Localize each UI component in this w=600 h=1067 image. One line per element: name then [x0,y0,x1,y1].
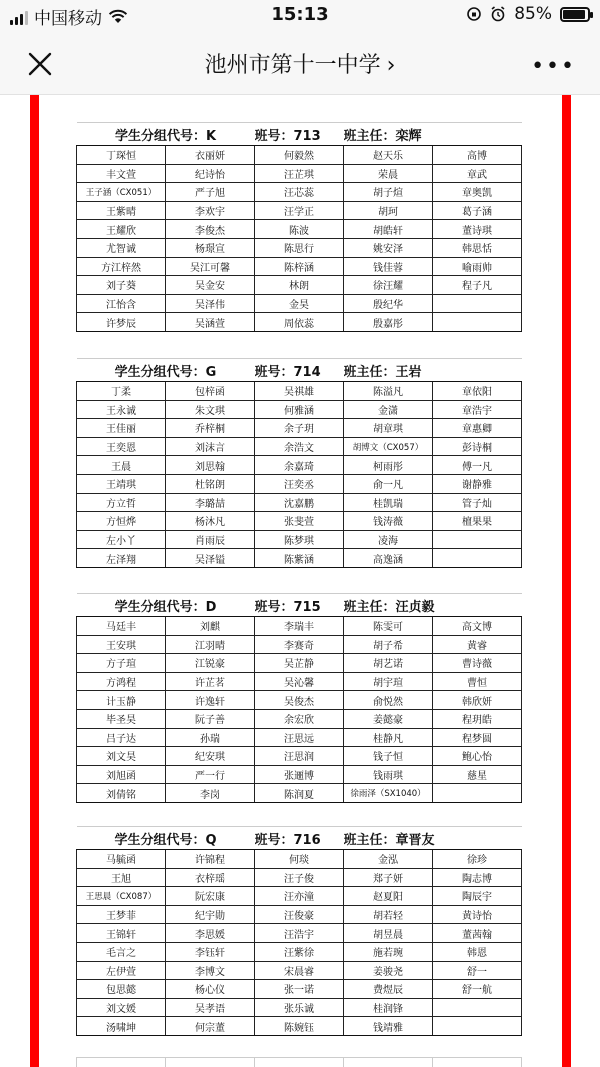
student-name-cell: 阮子善 [166,709,255,728]
student-name-cell: 许梦辰 [77,313,166,332]
student-name-cell: 汪亦潼 [255,887,344,906]
student-name-cell: 荣晨 [344,164,433,183]
student-name-cell: 何雅涵 [255,400,344,419]
student-name-cell: 吴涵萱 [166,313,255,332]
student-name-cell: 程玥皓 [433,709,522,728]
student-name-cell: 刘麒 [166,617,255,636]
student-name-cell: 董诗琪 [433,220,522,239]
student-name-cell: 傅一凡 [433,456,522,475]
student-name-cell: 黄睿 [433,635,522,654]
orientation-lock-icon [466,6,482,22]
head-teacher: 班主任：章晋友 [344,827,522,850]
head-teacher: 班主任：栾辉 [344,123,522,146]
student-name-cell: 刘旭函 [77,765,166,784]
student-name-cell: 章奥凯 [433,183,522,202]
student-name-cell: 檀果果 [433,512,522,531]
next-table-top-edge [76,1057,522,1067]
student-name-cell [433,530,522,549]
more-options-icon[interactable]: ••• [531,54,576,79]
student-name-cell: 刘文媛 [77,998,166,1017]
group-code: 学生分组代号：K [77,123,255,146]
student-name-cell: 赵天乐 [344,146,433,165]
student-name-cell: 陶志博 [433,868,522,887]
student-name-cell: 曹诗薇 [433,654,522,673]
table-row [77,549,522,568]
student-name-cell: 包梓函 [166,382,255,401]
class-number: 班号：716 [255,827,344,850]
student-name-cell: 桂润锋 [344,998,433,1017]
student-name-cell: 章武 [433,164,522,183]
student-name-cell: 徐汪耀 [344,276,433,295]
student-name-cell: 汪俊豪 [255,905,344,924]
student-name-cell: 张斐萱 [255,512,344,531]
table-header-row [77,359,522,382]
student-name-cell: 章依阳 [433,382,522,401]
head-teacher: 班主任：汪贞毅 [344,594,522,617]
alarm-icon [490,6,506,22]
student-name-cell: 吴泽伟 [166,294,255,313]
student-name-cell: 王耀欣 [77,220,166,239]
student-name-cell: 宋晨睿 [255,961,344,980]
student-name-cell [433,1017,522,1036]
table-row [77,709,522,728]
student-name-cell: 陈婉钰 [255,1017,344,1036]
student-name-cell: 杜铭朗 [166,474,255,493]
student-name-cell: 汪紫徐 [255,942,344,961]
student-name-cell: 吴芷静 [255,654,344,673]
student-name-cell: 王永诚 [77,400,166,419]
student-name-cell: 钱佳蓉 [344,257,433,276]
student-name-cell: 舒一航 [433,980,522,999]
student-name-cell: 余宏欣 [255,709,344,728]
table-row [77,183,522,202]
student-name-cell: 郑子妍 [344,868,433,887]
table-row [77,998,522,1017]
student-name-cell: 黄诗怡 [433,905,522,924]
student-name-cell: 章惠卿 [433,419,522,438]
head-teacher: 班主任：王岩 [344,359,522,382]
student-name-cell: 汪思润 [255,747,344,766]
student-name-cell: 纪安琪 [166,747,255,766]
table-row [77,238,522,257]
student-name-cell: 江怡含 [77,294,166,313]
student-name-cell: 马毓函 [77,850,166,869]
student-name-cell: 汪子俊 [255,868,344,887]
right-red-border [562,95,571,1067]
document-viewer[interactable] [0,95,600,1067]
student-name-cell: 王靖琪 [77,474,166,493]
student-name-cell: 汪奕丞 [255,474,344,493]
roster-table [76,122,522,332]
table-row [77,474,522,493]
class-number: 班号：715 [255,594,344,617]
student-name-cell: 胡子煊 [344,183,433,202]
student-name-cell: 李璐喆 [166,493,255,512]
table-row [77,1017,522,1036]
student-name-cell: 吴孝语 [166,998,255,1017]
student-name-cell: 乔梓桐 [166,419,255,438]
student-name-cell: 吴祺雄 [255,382,344,401]
student-name-cell: 桂凯瑞 [344,493,433,512]
student-name-cell: 何毅然 [255,146,344,165]
student-name-cell: 方恒烨 [77,512,166,531]
student-name-cell: 方江梓然 [77,257,166,276]
student-name-cell: 赵夏阳 [344,887,433,906]
student-name-cell: 桂静凡 [344,728,433,747]
table-row [77,617,522,636]
student-name-cell: 王锦轩 [77,924,166,943]
student-name-cell: 方立哲 [77,493,166,512]
student-name-cell: 胡珂 [344,201,433,220]
student-name-cell: 吴金安 [166,276,255,295]
student-name-cell: 许芷茗 [166,672,255,691]
student-name-cell: 严子旭 [166,183,255,202]
table-row [77,493,522,512]
student-name-cell: 胡宇瑄 [344,672,433,691]
student-name-cell: 沈嘉鹏 [255,493,344,512]
roster-table [76,358,522,568]
student-name-cell: 阮宏康 [166,887,255,906]
student-name-cell: 张一诺 [255,980,344,999]
table-row [77,747,522,766]
student-name-cell: 汪浩宇 [255,924,344,943]
table-row [77,530,522,549]
table-row [77,672,522,691]
table-row [77,419,522,438]
class-table-715 [76,593,522,803]
student-name-cell: 纪宇勋 [166,905,255,924]
student-name-cell: 鲍心怡 [433,747,522,766]
student-name-cell: 谢静雅 [433,474,522,493]
table-row [77,635,522,654]
student-name-cell: 姚安泽 [344,238,433,257]
student-name-cell: 高逸涵 [344,549,433,568]
left-red-border [30,95,39,1067]
table-row [77,765,522,784]
student-name-cell: 舒一 [433,961,522,980]
student-name-cell: 韩恩 [433,942,522,961]
student-name-cell: 许锦程 [166,850,255,869]
student-name-cell: 韩欣妍 [433,691,522,710]
student-name-cell: 胡章琪 [344,419,433,438]
status-bar [0,0,600,34]
student-name-cell [433,294,522,313]
table-row [77,654,522,673]
table-row [77,313,522,332]
student-name-cell: 张乐诚 [255,998,344,1017]
table-row [77,691,522,710]
student-name-cell: 杨沐凡 [166,512,255,531]
student-name-cell: 王思晨（CX087） [77,887,166,906]
student-name-cell: 计玉静 [77,691,166,710]
student-name-cell: 刘沫言 [166,437,255,456]
student-name-cell: 李欢宇 [166,201,255,220]
student-name-cell: 丁柔 [77,382,166,401]
student-name-cell: 李俊杰 [166,220,255,239]
student-name-cell: 吴江可馨 [166,257,255,276]
class-table-714 [76,358,522,568]
table-row [77,456,522,475]
student-name-cell: 王子涵（CX051） [77,183,166,202]
student-name-cell: 江羽晴 [166,635,255,654]
student-name-cell: 金潇 [344,400,433,419]
student-name-cell: 彭诗桐 [433,437,522,456]
student-name-cell: 纪诗怡 [166,164,255,183]
student-name-cell: 姜懿豪 [344,709,433,728]
table-row [77,961,522,980]
table-header-row [77,123,522,146]
table-row [77,980,522,999]
student-name-cell: 何宗董 [166,1017,255,1036]
student-name-cell: 尤智诚 [77,238,166,257]
student-name-cell: 王奕恩 [77,437,166,456]
student-name-cell: 刘倩铭 [77,784,166,803]
student-name-cell: 陈波 [255,220,344,239]
student-name-cell: 俞一凡 [344,474,433,493]
group-code: 学生分组代号：G [77,359,255,382]
page-title[interactable] [0,48,600,79]
student-name-cell: 施若琬 [344,942,433,961]
student-name-cell [433,549,522,568]
student-name-cell: 高文博 [433,617,522,636]
student-name-cell: 李岗 [166,784,255,803]
battery-icon [560,7,590,22]
roster-table [76,593,522,803]
table-row [77,400,522,419]
student-name-cell: 严一行 [166,765,255,784]
student-name-cell: 许逸轩 [166,691,255,710]
student-name-cell: 徐雨泽（SX1040） [344,784,433,803]
navigation-bar [0,34,600,95]
table-row [77,850,522,869]
student-name-cell: 左伊萱 [77,961,166,980]
student-name-cell: 朱文琪 [166,400,255,419]
student-name-cell: 柯雨彤 [344,456,433,475]
student-name-cell: 殷嘉彤 [344,313,433,332]
status-right [466,4,590,24]
student-name-cell: 吴俊杰 [255,691,344,710]
student-name-cell: 王旭 [77,868,166,887]
student-name-cell: 程子凡 [433,276,522,295]
student-name-cell: 胡子希 [344,635,433,654]
student-name-cell: 程梦圆 [433,728,522,747]
student-name-cell: 王安琪 [77,635,166,654]
table-row [77,164,522,183]
student-name-cell: 陶辰宇 [433,887,522,906]
status-time: 15:13 [271,4,329,25]
table-row [77,276,522,295]
student-name-cell: 胡艺诺 [344,654,433,673]
student-name-cell: 张逦博 [255,765,344,784]
student-name-cell: 李思媛 [166,924,255,943]
table-row [77,868,522,887]
student-name-cell: 李瑞丰 [255,617,344,636]
student-name-cell: 李赛奇 [255,635,344,654]
student-name-cell: 金昊 [255,294,344,313]
table-row [77,942,522,961]
student-name-cell: 董茜翰 [433,924,522,943]
class-table-713 [76,122,522,332]
student-name-cell: 章浩宇 [433,400,522,419]
student-name-cell: 方鸿程 [77,672,166,691]
student-name-cell: 钱雨琪 [344,765,433,784]
student-name-cell: 凌海 [344,530,433,549]
student-name-cell: 高博 [433,146,522,165]
chevron-right-icon: › [386,53,396,78]
student-name-cell: 徐珍 [433,850,522,869]
student-name-cell: 钱靖雅 [344,1017,433,1036]
student-name-cell: 胡博文（CX057） [344,437,433,456]
student-name-cell: 包思懿 [77,980,166,999]
student-name-cell: 刘子葵 [77,276,166,295]
student-name-cell: 陈梦琪 [255,530,344,549]
student-name-cell: 余嘉琦 [255,456,344,475]
class-number: 班号：714 [255,359,344,382]
student-name-cell: 杨心仪 [166,980,255,999]
student-name-cell: 余浩文 [255,437,344,456]
student-name-cell: 俞悦然 [344,691,433,710]
table-row [77,887,522,906]
student-name-cell: 慈星 [433,765,522,784]
student-name-cell: 韩思恬 [433,238,522,257]
student-name-cell: 胡皓轩 [344,220,433,239]
table-row [77,512,522,531]
student-name-cell: 陈溢凡 [344,382,433,401]
table-row [77,728,522,747]
student-name-cell: 金泓 [344,850,433,869]
student-name-cell: 江锐豪 [166,654,255,673]
carrier-label: 中国移动 [34,9,102,29]
student-name-cell [433,313,522,332]
student-name-cell: 衣梓瑶 [166,868,255,887]
battery-percent: 85% [514,4,552,24]
student-name-cell: 何琰 [255,850,344,869]
student-name-cell: 管子灿 [433,493,522,512]
student-name-cell: 丰文萱 [77,164,166,183]
student-name-cell: 殷纪华 [344,294,433,313]
table-row [77,257,522,276]
student-name-cell: 汤啸坤 [77,1017,166,1036]
student-name-cell: 余子玥 [255,419,344,438]
student-name-cell: 曹恒 [433,672,522,691]
table-row [77,146,522,165]
student-name-cell: 汪芯蕊 [255,183,344,202]
student-name-cell: 王梦菲 [77,905,166,924]
student-name-cell: 方子瑄 [77,654,166,673]
group-code: 学生分组代号：D [77,594,255,617]
student-name-cell: 吕子达 [77,728,166,747]
student-name-cell: 刘思翰 [166,456,255,475]
student-name-cell: 王晨 [77,456,166,475]
student-name-cell [433,998,522,1017]
table-row [77,294,522,313]
student-name-cell: 肖雨辰 [166,530,255,549]
student-name-cell: 汪思远 [255,728,344,747]
student-name-cell: 喻雨帅 [433,257,522,276]
class-number: 班号：713 [255,123,344,146]
student-name-cell: 丁琛恒 [77,146,166,165]
student-name-cell: 毛言之 [77,942,166,961]
class-table-716 [76,826,522,1036]
student-name-cell: 左小丫 [77,530,166,549]
student-name-cell: 陈紫涵 [255,549,344,568]
student-name-cell: 李钰轩 [166,942,255,961]
student-name-cell: 姜骏尧 [344,961,433,980]
student-name-cell: 衣丽妍 [166,146,255,165]
student-name-cell: 马廷丰 [77,617,166,636]
student-name-cell: 李博文 [166,961,255,980]
table-header-row [77,827,522,850]
student-name-cell: 王紫晴 [77,201,166,220]
student-name-cell: 汪学正 [255,201,344,220]
student-name-cell: 毕圣昊 [77,709,166,728]
page-title-text: 池州市第十一中学 [204,53,381,78]
table-row [77,784,522,803]
table-header-row [77,594,522,617]
student-name-cell: 葛子涵 [433,201,522,220]
student-name-cell: 胡若轻 [344,905,433,924]
student-name-cell: 吴泽镒 [166,549,255,568]
student-name-cell: 陈雯可 [344,617,433,636]
student-name-cell: 费煜辰 [344,980,433,999]
student-name-cell: 王佳丽 [77,419,166,438]
table-row [77,924,522,943]
table-row [77,905,522,924]
student-name-cell: 林朗 [255,276,344,295]
student-name-cell: 吴沁馨 [255,672,344,691]
student-name-cell: 周依蕊 [255,313,344,332]
student-name-cell: 陈润夏 [255,784,344,803]
student-name-cell: 刘文昊 [77,747,166,766]
student-name-cell: 左泽翔 [77,549,166,568]
student-name-cell: 钱涛薇 [344,512,433,531]
student-name-cell: 杨璟宣 [166,238,255,257]
roster-table [76,826,522,1036]
table-row [77,201,522,220]
student-name-cell [433,784,522,803]
group-code: 学生分组代号：Q [77,827,255,850]
student-name-cell: 汪芷琪 [255,164,344,183]
table-row [77,382,522,401]
student-name-cell: 陈思行 [255,238,344,257]
student-name-cell: 钱子恒 [344,747,433,766]
student-name-cell: 孙瑞 [166,728,255,747]
student-name-cell: 陈梓涵 [255,257,344,276]
student-name-cell: 胡昱晨 [344,924,433,943]
table-row [77,437,522,456]
table-row [77,220,522,239]
